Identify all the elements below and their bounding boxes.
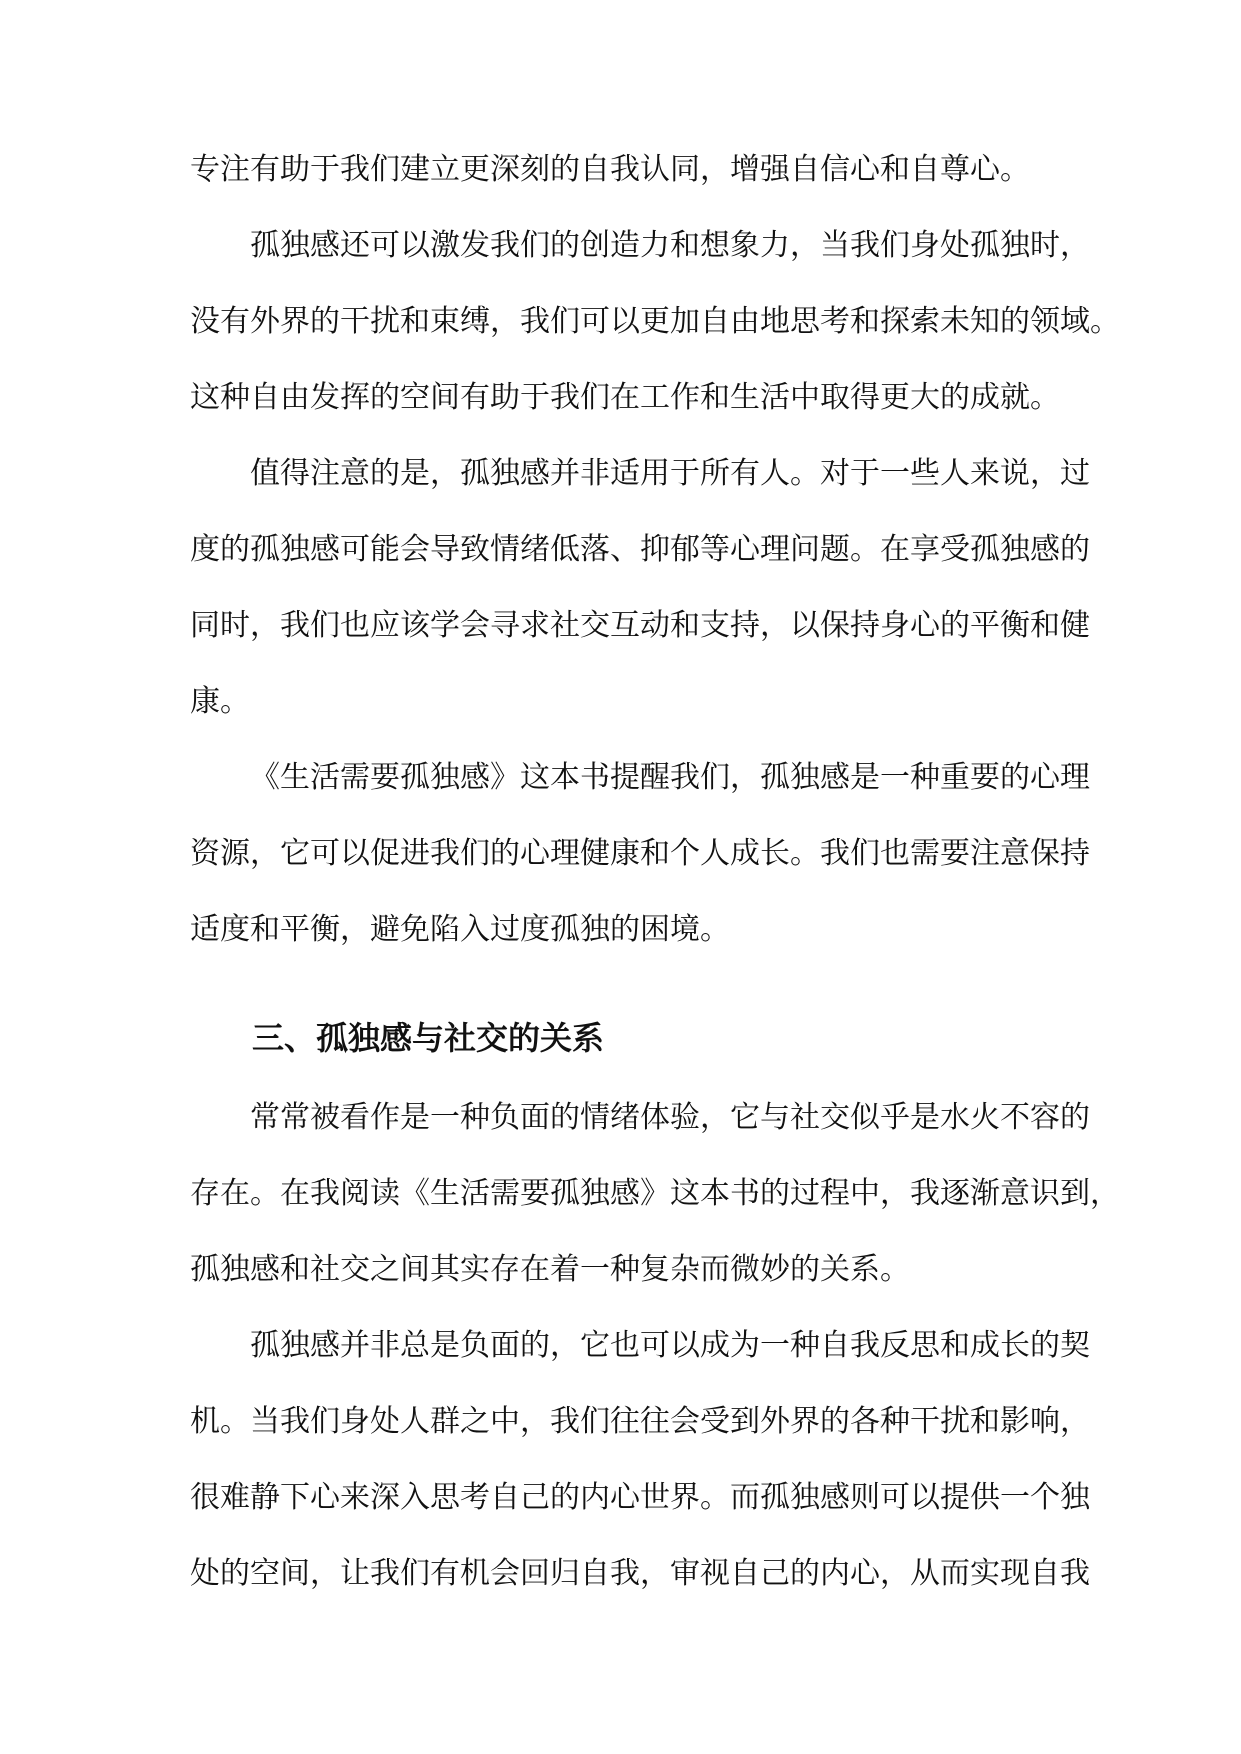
- paragraph-line: 同时，我们也应该学会寻求社交互动和支持，以保持身心的平衡和健: [190, 608, 1090, 643]
- paragraph-line: 这种自由发挥的空间有助于我们在工作和生活中取得更大的成就。: [190, 380, 1060, 415]
- paragraph-line: 很难静下心来深入思考自己的内心世界。而孤独感则可以提供一个独: [190, 1480, 1090, 1515]
- paragraph-line: 资源，它可以促进我们的心理健康和个人成长。我们也需要注意保持: [190, 836, 1090, 871]
- paragraph-line: 孤独感并非总是负面的，它也可以成为一种自我反思和成长的契: [250, 1328, 1090, 1363]
- paragraph-line: 值得注意的是，孤独感并非适用于所有人。对于一些人来说，过: [250, 456, 1090, 491]
- paragraph-line: 机。当我们身处人群之中，我们往往会受到外界的各种干扰和影响，: [190, 1404, 1090, 1439]
- paragraph-line: 孤独感还可以激发我们的创造力和想象力，当我们身处孤独时，: [250, 228, 1090, 263]
- paragraph-line: 《生活需要孤独感》这本书提醒我们，孤独感是一种重要的心理: [250, 760, 1090, 795]
- paragraph-line: 没有外界的干扰和束缚，我们可以更加自由地思考和探索未知的领域。: [190, 304, 1120, 339]
- section-heading: 三、孤独感与社交的关系: [252, 1019, 605, 1057]
- paragraph-line: 常常被看作是一种负面的情绪体验，它与社交似乎是水火不容的: [250, 1100, 1090, 1135]
- paragraph-line: 度的孤独感可能会导致情绪低落、抑郁等心理问题。在享受孤独感的: [190, 532, 1090, 567]
- paragraph-line: 孤独感和社交之间其实存在着一种复杂而微妙的关系。: [190, 1252, 910, 1287]
- paragraph-line: 适度和平衡，避免陷入过度孤独的困境。: [190, 912, 730, 947]
- paragraph-line: 处的空间，让我们有机会回归自我，审视自己的内心，从而实现自我: [190, 1556, 1090, 1591]
- paragraph-line: 康。: [190, 684, 250, 719]
- paragraph-line: 存在。在我阅读《生活需要孤独感》这本书的过程中，我逐渐意识到，: [190, 1176, 1120, 1211]
- paragraph-line: 专注有助于我们建立更深刻的自我认同，增强自信心和自尊心。: [190, 152, 1030, 187]
